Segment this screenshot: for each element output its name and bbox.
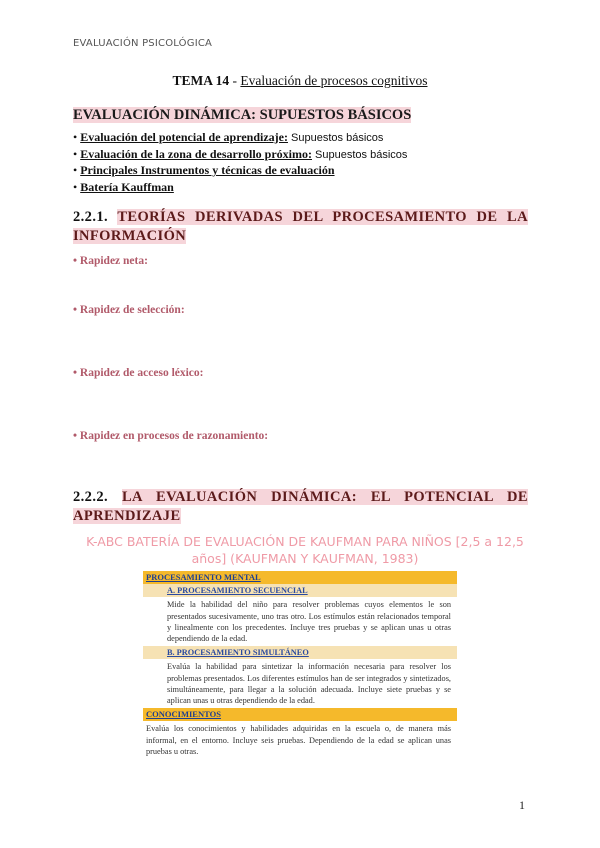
bullet-list bbox=[73, 130, 533, 196]
section-title: LA EVALUACIÓN DINÁMICA: EL POTENCIAL DE APRENDIZAJE bbox=[73, 489, 529, 524]
sequential-processing-text: Mide la habilidad del niño para resolver problemas cuyos elementos le son presentados sucesivamente, uno tras otro. Los estímulos están relacionados temporal y linealmente con los precedentes. Incluye tres pruebas y se aplican unas u otras dependiendo de la edad. bbox=[167, 600, 451, 644]
title-separator: - bbox=[229, 73, 241, 88]
bullet-rest: Supuestos básicos bbox=[311, 148, 408, 161]
section-number: 2.2.2. bbox=[73, 489, 109, 505]
section-number: 2.2.1. bbox=[73, 209, 109, 225]
list-item bbox=[73, 163, 533, 180]
bullet-rest: Supuestos básicos bbox=[287, 132, 384, 144]
subsection-selection-speed: • Rapidez de selección: bbox=[73, 304, 185, 316]
kabc-title: K-ABC BATERÍA DE EVALUACIÓN DE KAUFMAN PARA NIÑOS [2,5 a 12,5 años] (KAUFMAN Y KAUFMAN, 1983) bbox=[86, 534, 524, 566]
bullet-marker: • bbox=[73, 146, 78, 161]
bullet-bold: Principales Instrumentos y técnicas de evaluación bbox=[80, 163, 335, 177]
bullet-marker: • bbox=[73, 130, 78, 144]
sequential-processing-heading: A. PROCESAMIENTO SECUENCIAL bbox=[143, 584, 457, 597]
bullet-marker: • bbox=[73, 179, 78, 194]
bullet-bold: Batería Kauffman bbox=[80, 179, 174, 194]
page-header: EVALUACIÓN PSICOLÓGICA bbox=[73, 38, 213, 49]
subsection-reasoning-speed: • Rapidez en procesos de razonamiento: bbox=[73, 430, 269, 442]
document-title bbox=[0, 73, 600, 89]
mental-processing-heading: PROCESAMIENTO MENTAL bbox=[143, 571, 457, 584]
subsection-net-speed: • Rapidez neta: bbox=[73, 255, 148, 267]
section-heading-2-2-2 bbox=[73, 488, 528, 526]
bullet-bold: Evaluación del potencial de aprendizaje: bbox=[80, 130, 288, 144]
list-item bbox=[73, 180, 533, 197]
knowledge-text: Evalúa los conocimientos y habilidades adquiridas en la escuela o, de manera más informal, en el entorno. Incluye seis pruebas. Dependiendo de la edad se aplican unas pruebas u otras. bbox=[146, 724, 451, 756]
list-item bbox=[73, 147, 533, 164]
topic-subtitle: Evaluación de procesos cognitivos bbox=[240, 73, 428, 88]
subsection-lexical-access-speed: • Rapidez de acceso léxico: bbox=[73, 367, 204, 379]
dynamic-evaluation-heading bbox=[73, 107, 411, 124]
simultaneous-processing-text: Evalúa la habilidad para sintetizar la información necesaria para resolver los problemas presentados. Los diferentes estímulos han de ser integrados y sintetizados, simultáneamente, para llegar a la solución adecuada. Incluye siete pruebas y se aplican unas u otras dependiendo de la edad. bbox=[167, 662, 451, 706]
bullet-marker: • bbox=[73, 163, 78, 177]
section-heading-2-2-1 bbox=[73, 208, 528, 246]
list-item bbox=[73, 130, 533, 147]
section-title: TEORÍAS DERIVADAS DEL PROCESAMIENTO DE LA INFORMACIÓN bbox=[73, 209, 528, 244]
kabc-table-image bbox=[143, 571, 457, 759]
page-number: 1 bbox=[519, 798, 525, 812]
topic-label: TEMA 14 bbox=[172, 73, 230, 88]
simultaneous-processing-heading: B. PROCESAMIENTO SIMULTÁNEO bbox=[143, 646, 457, 659]
knowledge-heading: CONOCIMIENTOS bbox=[143, 708, 457, 721]
bullet-bold: Evaluación de la zona de desarrollo próximo: bbox=[80, 146, 312, 161]
dynamic-evaluation-heading-text: EVALUACIÓN DINÁMICA: SUPUESTOS BÁSICOS bbox=[73, 107, 412, 123]
